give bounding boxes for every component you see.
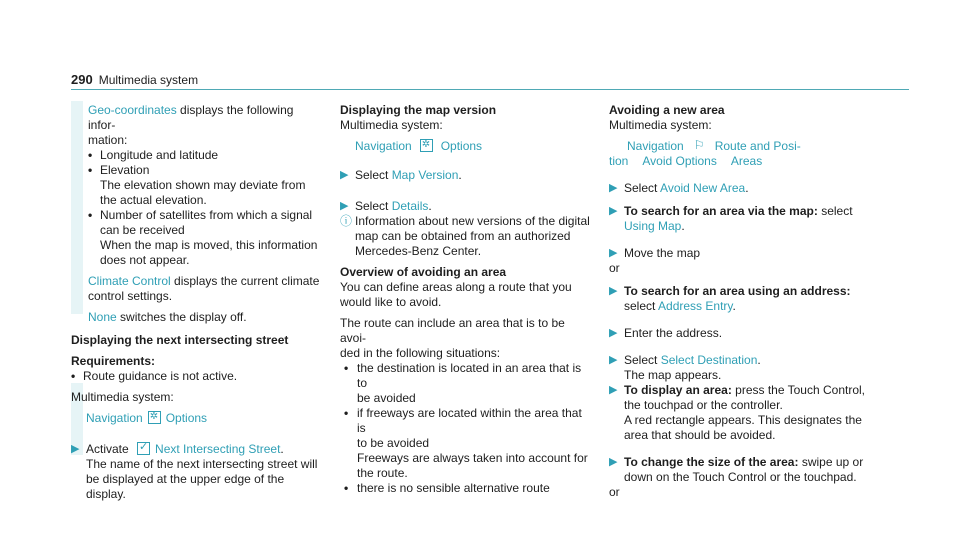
text: Select <box>624 353 661 367</box>
header-divider <box>71 89 909 90</box>
gear-icon <box>420 139 433 152</box>
list-item: • Number of satellites from which a signal <box>88 208 313 222</box>
text: ded in the following situations: <box>340 346 501 360</box>
text: the touchpad or the controller. <box>624 398 783 412</box>
list-item: • there is no sensible alternative route <box>344 481 550 495</box>
list-item: • Route guidance is not active. <box>71 369 238 383</box>
arrow-icon: ▶ <box>609 205 618 217</box>
text: be avoided <box>357 391 416 405</box>
text: does not appear. <box>100 253 190 267</box>
text: When the map is moved, this information <box>100 238 318 252</box>
column-2 <box>340 103 592 496</box>
step <box>609 284 869 299</box>
step <box>609 326 869 341</box>
text: . <box>681 219 685 233</box>
arrow-icon: ▶ <box>71 443 80 455</box>
section-heading: Avoiding a new area <box>609 103 725 117</box>
text: Freeways are always taken into account for <box>357 451 588 465</box>
geo-coordinates-link: Geo-coordinates <box>88 103 177 117</box>
gear-icon <box>148 411 161 424</box>
text: the route. <box>357 466 408 480</box>
avoid-new-area-link: Avoid New Area <box>660 181 746 195</box>
list-item: • if freeways are located within the area that is <box>344 406 582 435</box>
paragraph <box>71 310 323 325</box>
paragraph <box>71 274 323 289</box>
nav-options: Options <box>165 411 208 425</box>
text: Activate <box>86 442 133 456</box>
section-heading: Overview of avoiding an area <box>340 265 507 279</box>
text: . <box>745 181 749 195</box>
nav-position: tion <box>609 154 629 168</box>
text: Longitude and latitude <box>100 148 219 162</box>
info-note <box>340 214 592 229</box>
text: . <box>280 442 284 456</box>
address-entry-link: Address Entry <box>658 299 733 313</box>
text: displays the following infor- <box>88 103 294 132</box>
step <box>609 204 869 219</box>
map-version-link: Map Version <box>391 168 459 182</box>
nav-options: Options <box>440 139 483 153</box>
page-header <box>71 72 198 88</box>
step-heading: To search for an area using an address: <box>624 284 851 298</box>
list-item: • Longitude and latitude <box>88 148 219 162</box>
nav-navigation: Navigation <box>355 139 412 153</box>
nav-avoid-options: Avoid Options <box>642 154 717 168</box>
text: the destination is located in an area that is to <box>357 361 582 390</box>
column-1 <box>71 103 323 502</box>
page-number: 290 <box>71 72 93 87</box>
nav-path <box>340 139 592 154</box>
step <box>609 246 869 261</box>
text: Route guidance is not active. <box>83 369 238 383</box>
arrow-icon: ▶ <box>609 182 618 194</box>
arrow-icon: ▶ <box>609 247 618 259</box>
text: control settings. <box>88 289 173 303</box>
text: displays the current climate <box>170 274 320 288</box>
requirements-label: Requirements: <box>71 354 156 368</box>
step-heading: To change the size of the area: <box>624 455 799 469</box>
nav-areas: Areas <box>730 154 763 168</box>
step <box>609 181 869 196</box>
text: press the Touch Control, <box>731 383 865 397</box>
text: You can define areas along a route that you <box>340 280 572 294</box>
step <box>71 442 323 457</box>
arrow-icon: ▶ <box>340 169 349 181</box>
step <box>609 353 869 368</box>
text: there is no sensible alternative route <box>357 481 550 495</box>
step <box>609 383 869 398</box>
select-destination-link: Select Destination <box>660 353 758 367</box>
text: mation: <box>88 133 128 147</box>
text: . <box>732 299 736 313</box>
or-text: or <box>609 485 620 499</box>
none-link: None <box>88 310 117 324</box>
text: The route can include an area that is to be avoi- <box>340 316 565 345</box>
section-heading: Displaying the map version <box>340 103 497 117</box>
text: Move the map <box>624 246 701 260</box>
text: . <box>757 353 761 367</box>
text: be displayed at the upper edge of the display. <box>86 472 285 501</box>
step-heading: To search for an area via the map: <box>624 204 818 218</box>
next-intersecting-street-link: Next Intersecting Street <box>155 442 281 456</box>
section-heading: Displaying the next intersecting street <box>71 333 289 347</box>
arrow-icon: ▶ <box>340 200 349 212</box>
text: select <box>817 204 853 218</box>
text: Elevation <box>100 163 150 177</box>
text: map can be obtained from an authorized <box>355 229 571 243</box>
list-item: • Elevation <box>88 163 150 177</box>
page-title: Multimedia system <box>98 73 199 87</box>
using-map-link: Using Map <box>624 219 682 233</box>
paragraph <box>71 103 323 133</box>
text: area that should be avoided. <box>624 428 776 442</box>
step <box>340 199 592 214</box>
nav-navigation: Navigation <box>86 411 143 425</box>
text: Select <box>624 181 661 195</box>
text <box>609 219 869 234</box>
nav-path <box>609 139 869 154</box>
text: to be avoided <box>357 436 430 450</box>
text: Select <box>355 168 392 182</box>
arrow-icon: ▶ <box>609 354 618 366</box>
step-heading: To display an area: <box>624 383 732 397</box>
or-text: or <box>609 261 620 275</box>
text: Multimedia system: <box>609 118 712 132</box>
text: Multimedia system: <box>340 118 443 132</box>
text: The elevation shown may deviate from <box>100 178 306 192</box>
text: . <box>428 199 432 213</box>
text: Mercedes-Benz Center. <box>355 244 482 258</box>
arrow-icon: ▶ <box>609 285 618 297</box>
text <box>609 299 869 314</box>
text: The map appears. <box>624 368 722 382</box>
text: Enter the address. <box>624 326 723 340</box>
arrow-icon: ▶ <box>609 456 618 468</box>
nav-path-cont <box>609 154 869 169</box>
route-icon <box>694 141 705 152</box>
text: can be received <box>100 223 185 237</box>
text: select <box>624 299 659 313</box>
text: if freeways are located within the area that is <box>357 406 582 435</box>
climate-control-link: Climate Control <box>88 274 171 288</box>
step <box>609 455 869 470</box>
text: would like to avoid. <box>340 295 442 309</box>
checkbox-icon <box>137 442 150 455</box>
info-icon: ⓘ <box>340 214 353 228</box>
text: Information about new versions of the digital <box>355 214 590 228</box>
arrow-icon: ▶ <box>609 384 618 396</box>
text: Number of satellites from which a signal <box>100 208 313 222</box>
text: swipe up or <box>798 455 864 469</box>
text: Multimedia system: <box>71 390 174 404</box>
nav-navigation: Navigation <box>627 139 684 153</box>
text: The name of the next intersecting street will <box>86 457 318 471</box>
list-item: • the destination is located in an area that is to <box>344 361 582 390</box>
details-link: Details <box>391 199 429 213</box>
arrow-icon: ▶ <box>609 327 618 339</box>
text: down on the Touch Control or the touchpad. <box>624 470 857 484</box>
text: switches the display off. <box>116 310 247 324</box>
text: A red rectangle appears. This designates the <box>624 413 862 427</box>
column-3 <box>609 103 869 500</box>
nav-route-position: Route and Posi- <box>714 139 801 153</box>
text: Select <box>355 199 392 213</box>
text: the actual elevation. <box>100 193 207 207</box>
nav-path <box>71 411 323 426</box>
step <box>340 168 592 183</box>
text: . <box>458 168 462 182</box>
